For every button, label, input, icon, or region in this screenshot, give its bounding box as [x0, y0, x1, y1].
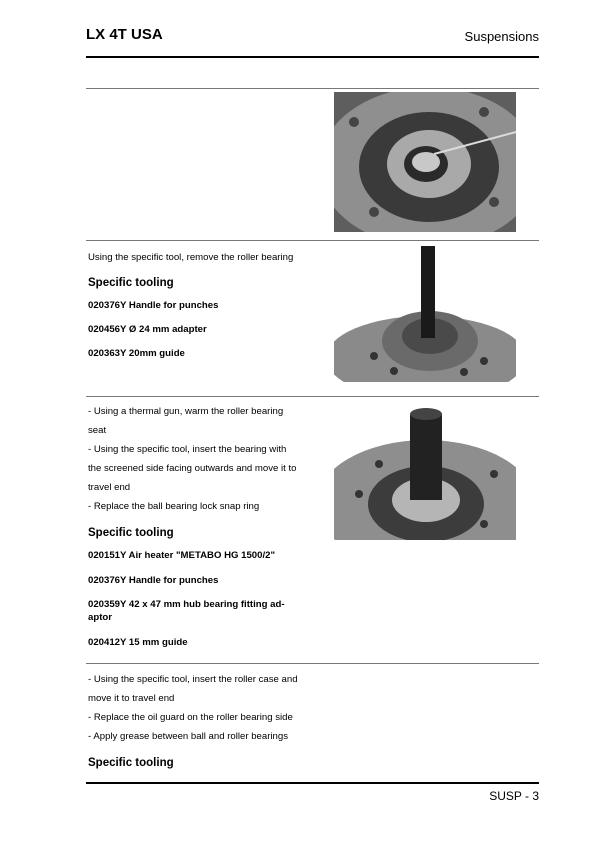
- section-divider: [86, 88, 539, 89]
- document-title: LX 4T USA: [86, 26, 163, 43]
- footer-rule: [86, 782, 539, 784]
- step-line: travel end: [88, 482, 131, 493]
- tool-item: 020363Y 20mm guide: [88, 348, 185, 359]
- tooling-heading: Specific tooling: [88, 757, 174, 769]
- header-rule: [86, 56, 539, 58]
- section-divider: [86, 663, 539, 664]
- tool-item: 020412Y 15 mm guide: [88, 637, 188, 648]
- bearing-insertion-tool-photo: [334, 404, 516, 540]
- disc-hub-bearing-removal-photo: [334, 92, 516, 232]
- step-line: - Replace the oil guard on the roller bearing side: [88, 712, 293, 723]
- step-line: - Apply grease between ball and roller bearings: [88, 731, 288, 742]
- section-divider: [86, 240, 539, 241]
- handle-punch-tool-photo: [334, 246, 516, 382]
- tool-item: 020376Y Handle for punches: [88, 300, 219, 311]
- section-name: Suspensions: [464, 29, 539, 44]
- step-line: - Using the specific tool, insert the roller case and: [88, 674, 298, 685]
- tooling-heading: Specific tooling: [88, 527, 174, 539]
- tool-item: 020376Y Handle for punches: [88, 575, 219, 586]
- step-line: the screened side facing outwards and move it to: [88, 463, 297, 474]
- step-line: seat: [88, 425, 107, 436]
- punch-handle-photo-icon: [334, 246, 516, 382]
- tooling-heading: Specific tooling: [88, 277, 174, 289]
- step-line: move it to travel end: [88, 693, 175, 704]
- step-line: Using the specific tool, remove the roller bearing: [88, 252, 294, 263]
- tool-item: 020151Y Air heater "METABO HG 1500/2": [88, 550, 276, 561]
- step-line: - Replace the ball bearing lock snap ring: [88, 501, 260, 512]
- bearing-tool-photo-icon: [334, 404, 516, 540]
- step-line: - Using the specific tool, insert the bearing with: [88, 444, 287, 455]
- brake-disc-photo-icon: [334, 92, 516, 232]
- tool-item: 020456Y Ø 24 mm adapter: [88, 324, 207, 335]
- section-divider: [86, 396, 539, 397]
- step-line: - Using a thermal gun, warm the roller bearing: [88, 406, 284, 417]
- page-number: SUSP - 3: [489, 789, 539, 803]
- tool-item: 020359Y 42 x 47 mm hub bearing fitting ad-aptor: [88, 599, 285, 623]
